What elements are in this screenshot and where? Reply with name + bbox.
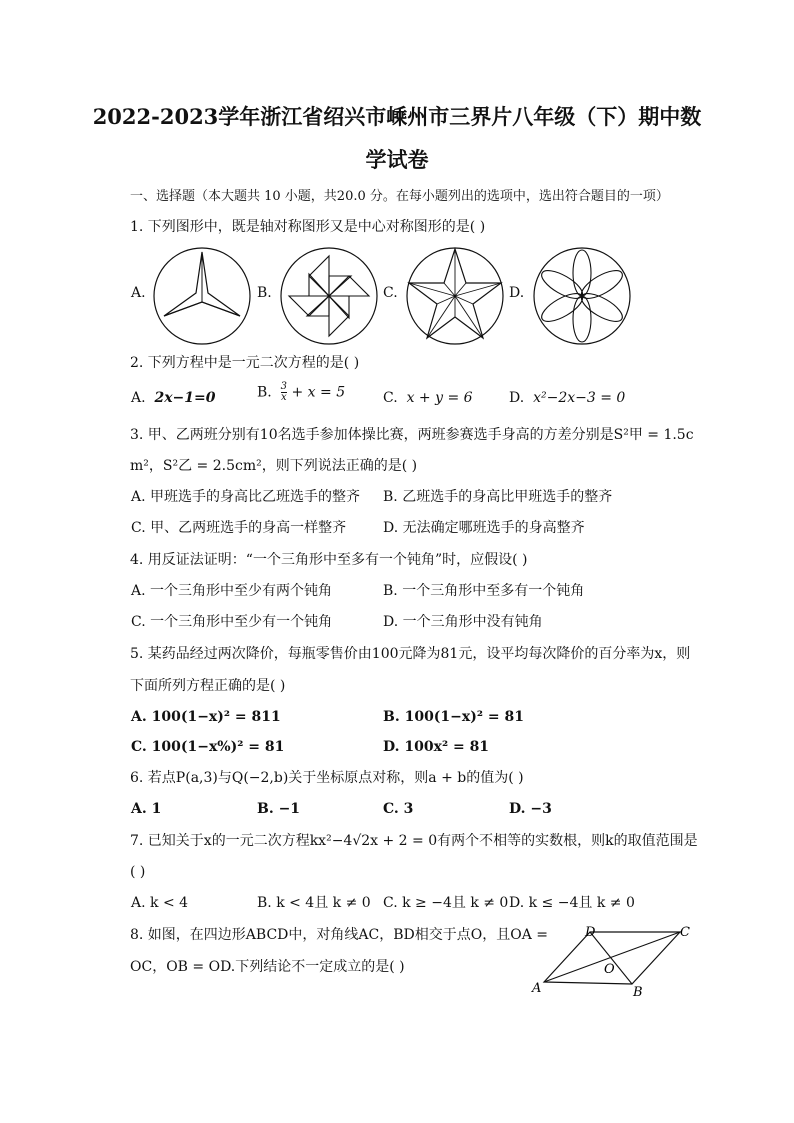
q2-option-d <box>509 388 625 408</box>
q8-stem-line2: OC，OB = OD.下列结论不一定成立的是( ) <box>130 959 405 975</box>
q7-stem-line1: 7. 已知关于x的一元二次方程kx²−4√2x + 2 = 0有两个不相等的实数根，则k的取值范围是 <box>130 833 698 849</box>
q4-stem: 4. 用反证法证明：“一个三角形中至多有一个钝角”时，应假设( ) <box>130 552 528 568</box>
q1-stem: 1. 下列图形中，既是轴对称图形又是中心对称图形的是( ) <box>130 219 486 235</box>
q6-option-c: C. 3 <box>383 801 414 817</box>
q1-figure-c-five-pointed-star <box>405 246 505 346</box>
q1-option-d-label: D. <box>509 285 525 301</box>
q7-stem-line2: ( ) <box>130 864 146 880</box>
q2-option-c-label: C. <box>383 390 398 406</box>
q1-figure-b-pinwheel <box>279 246 379 346</box>
q2-option-b <box>257 382 345 403</box>
q3-option-c: C. 甲、乙两班选手的身高一样整齐 <box>131 520 347 536</box>
q1-option-a-label: A. <box>131 285 146 301</box>
q7-option-b: B. k < 4且 k ≠ 0 <box>257 895 371 911</box>
q6-stem: 6. 若点P(a,3)与Q(−2,b)关于坐标原点对称，则a + b的值为( ) <box>130 770 524 786</box>
q3-option-d: D. 无法确定哪班选手的身高整齐 <box>383 520 585 536</box>
q5-stem-line2: 下面所列方程正确的是( ) <box>130 678 286 694</box>
q4-option-d: D. 一个三角形中没有钝角 <box>383 614 543 630</box>
q5-option-d: D. 100x² = 81 <box>383 739 490 755</box>
q2-option-b-fraction <box>281 382 287 403</box>
q2-stem: 2. 下列方程中是一元二次方程的是( ) <box>130 355 360 371</box>
q5-stem-line1: 5. 某药品经过两次降价，每瓶零售价由100元降为81元，设平均每次降价的百分率为x，则 <box>130 646 691 662</box>
q1-option-c-label: C. <box>383 285 398 301</box>
q2-option-d-label: D. <box>509 390 525 406</box>
q8-label-o: O <box>604 962 615 977</box>
q3-stem-line2: m²，S²乙 = 2.5cm²，则下列说法正确的是( ) <box>130 458 418 474</box>
q7-option-a: A. k < 4 <box>131 895 189 911</box>
q8-parallelogram-figure <box>530 922 700 1000</box>
q4-option-b: B. 一个三角形中至多有一个钝角 <box>383 583 585 599</box>
q6-option-a: A. 1 <box>131 801 162 817</box>
q2-option-c <box>383 388 473 408</box>
exam-title-line1: 2022-2023学年浙江省绍兴市嵊州市三界片八年级（下）期中数 <box>92 104 702 129</box>
q8-stem-line1: 8. 如图，在四边形ABCD中，对角线AC，BD相交于点O，且OA = <box>130 927 548 943</box>
q8-label-b: B <box>633 985 643 1000</box>
q3-option-a: A. 甲班选手的身高比乙班选手的整齐 <box>131 489 361 505</box>
section-header: 一、选择题（本大题共 10 小题，共20.0 分。在每小题列出的选项中，选出符合题目的一项） <box>130 189 669 204</box>
q7-option-d: D. k ≤ −4且 k ≠ 0 <box>509 895 635 911</box>
q2-option-b-denominator: x <box>281 392 287 403</box>
q7-option-c: C. k ≥ −4且 k ≠ 0 <box>383 895 509 911</box>
q3-option-b: B. 乙班选手的身高比甲班选手的整齐 <box>383 489 613 505</box>
q8-label-a: A <box>532 981 542 996</box>
q1-option-b-label: B. <box>257 285 272 301</box>
q5-option-c: C. 100(1−x%)² = 81 <box>131 739 285 755</box>
q8-label-c: C <box>680 925 690 940</box>
q5-option-a: A. 100(1−x)² = 811 <box>131 709 281 725</box>
q4-option-a: A. 一个三角形中至少有两个钝角 <box>131 583 333 599</box>
q2-option-a-expr: 2x−1=0 <box>154 390 216 406</box>
q6-option-b: B. −1 <box>257 801 301 817</box>
q2-option-b-numerator: 3 <box>280 381 288 392</box>
q2-option-b-label: B. <box>257 384 272 401</box>
q4-option-c: C. 一个三角形中至少有一个钝角 <box>131 614 333 630</box>
q1-figure-d-six-petal-flower <box>532 246 632 346</box>
q2-option-a-label: A. <box>131 390 146 406</box>
q6-option-d: D. −3 <box>509 801 552 817</box>
q3-stem-line1: 3. 甲、乙两班分别有10名选手参加体操比赛，两班参赛选手身高的方差分别是S²甲 = 1.5c <box>130 427 694 443</box>
q2-option-d-expr: x²−2x−3 = 0 <box>533 390 626 406</box>
q2-option-a <box>131 388 216 408</box>
q5-option-b: B. 100(1−x)² = 81 <box>383 709 524 725</box>
q8-label-d: D <box>585 925 596 940</box>
q2-option-c-expr: x + y = 6 <box>406 390 473 406</box>
q1-figure-a-three-pointed-star <box>152 246 252 346</box>
q2-option-b-rest: + x = 5 <box>291 384 346 401</box>
exam-title-line2: 学试卷 <box>365 147 429 172</box>
